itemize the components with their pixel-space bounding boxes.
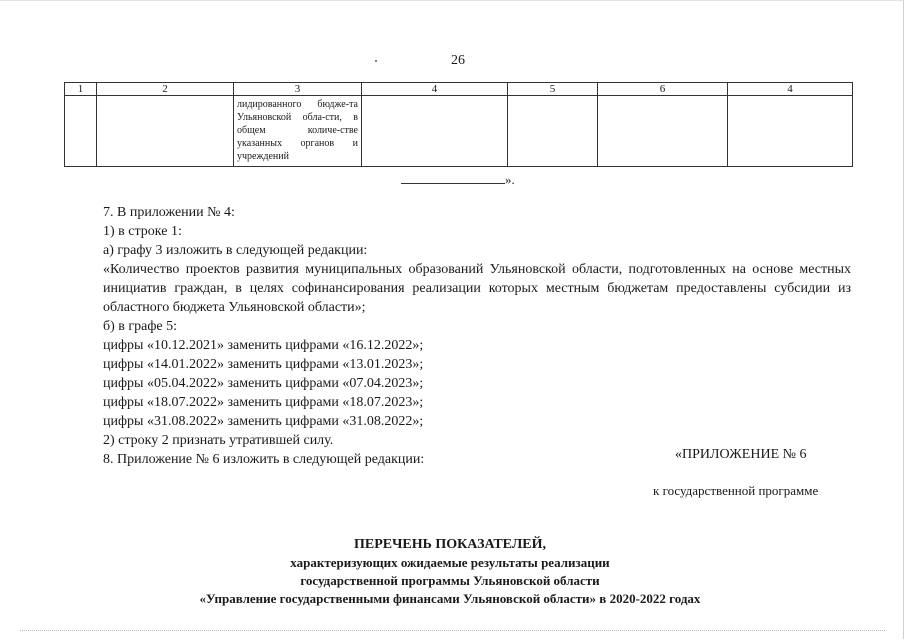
scan-artifact-line [20, 630, 885, 632]
heading-line-3: «Управление государственными финансами Ульяновской области» в 2020-2022 годах [199, 591, 701, 606]
table-cell [508, 96, 598, 167]
item-8: 8. Приложение № 6 изложить в следующей редакции: [103, 452, 425, 467]
sub-item-a: а) графу 3 изложить в следующей редакции: [103, 243, 368, 258]
table-cell [234, 96, 362, 167]
date-replacement-1: цифры «10.12.2021» заменить цифрами «16.12.2022»; [103, 338, 424, 353]
list-heading [100, 535, 800, 608]
table-header-row [65, 83, 853, 96]
page-number: 26 [451, 53, 465, 68]
sub-item-b: б) в графе 5: [103, 319, 178, 334]
scan-speck [375, 60, 377, 62]
annex-label: «ПРИЛОЖЕНИЕ № 6 [675, 447, 807, 462]
table-row [65, 96, 853, 167]
continued-table [64, 82, 853, 167]
closing-quote-mark: ». [505, 172, 515, 187]
indicator-text: лидированного бюдже-та Ульяновской обла-сти, в общем количе-стве указанных органов и учреждений [237, 99, 358, 162]
closing-rule [401, 175, 505, 184]
table-cell [728, 96, 853, 167]
table-cell [97, 96, 234, 167]
sub-item-2: 2) строку 2 признать утратившей силу. [103, 433, 334, 448]
column-number-3: 3 [234, 83, 362, 96]
new-column-3-wording: «Количество проектов развития муниципальных образований Ульяновской области, подготовленных на основе местных инициатив граждан, в целях софинансирования реализации которых местным бюджетам предоставлены субсидии из областного бюджета Ульяновской области»; [103, 262, 851, 315]
date-replacement-2: цифры «14.01.2022» заменить цифрами «13.01.2023»; [103, 357, 424, 372]
sub-item-1: 1) в строке 1: [103, 224, 182, 239]
annex-subtitle: к государственной программе [653, 483, 819, 498]
table-cell [598, 96, 728, 167]
table-cell [65, 96, 97, 167]
column-number-7: 4 [728, 83, 853, 96]
date-replacement-3: цифры «05.04.2022» заменить цифрами «07.04.2023»; [103, 376, 424, 391]
table-closing-line [401, 172, 515, 188]
item-7: 7. В приложении № 4: [103, 205, 235, 220]
column-number-4: 4 [362, 83, 508, 96]
heading-line-2: государственной программы Ульяновской области [300, 573, 600, 588]
heading-title: ПЕРЕЧЕНЬ ПОКАЗАТЕЛЕЙ, [354, 537, 546, 552]
column-number-1: 1 [65, 83, 97, 96]
column-number-5: 5 [508, 83, 598, 96]
column-number-2: 2 [97, 83, 234, 96]
column-number-6: 6 [598, 83, 728, 96]
date-replacement-4: цифры «18.07.2022» заменить цифрами «18.07.2023»; [103, 395, 424, 410]
heading-line-1: характеризующих ожидаемые результаты реализации [290, 555, 610, 570]
table-cell [362, 96, 508, 167]
amendment-text [103, 203, 851, 469]
date-replacement-5: цифры «31.08.2022» заменить цифрами «31.08.2022»; [103, 414, 424, 429]
